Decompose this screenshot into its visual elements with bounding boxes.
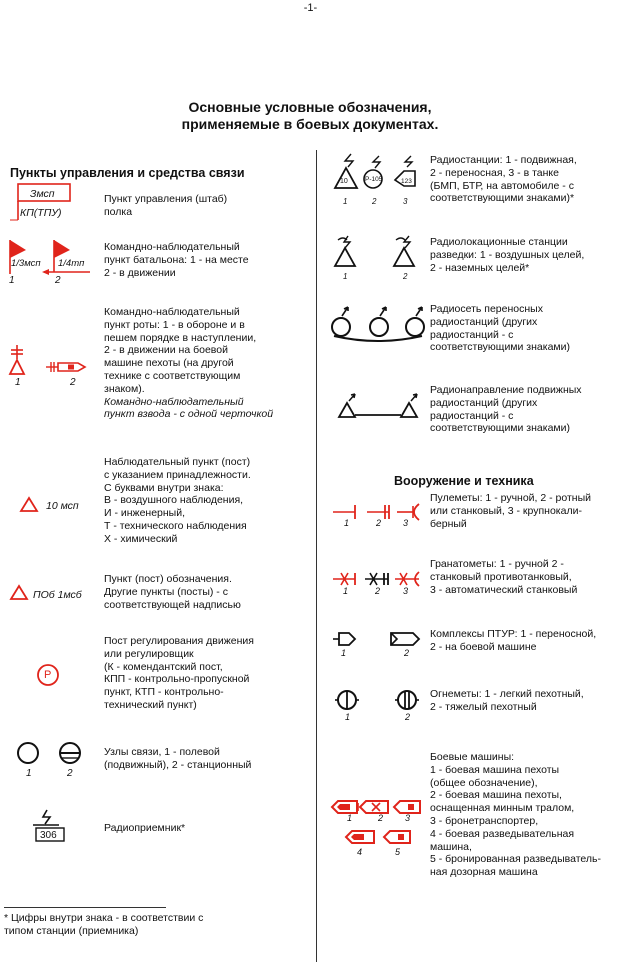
comm-node-num-1: 1 — [26, 768, 32, 779]
battalion-num-2: 2 — [55, 275, 61, 286]
hq-symbol-bottom-label: КП(ТПУ) — [20, 207, 62, 219]
company-knp-description: Командно-наблюдательный пункт роты: 1 - в обороне и в пешем порядке в наступлении, 2 - в движении на боевой машине пехоты (на другой технике с соответствующим знаком). Командно-наблюдательный пункт взвода - с одной черточкой — [104, 306, 274, 421]
marking-post-label: ПОб 1мсб — [33, 589, 82, 601]
vehicle-num-4: 4 — [357, 847, 363, 857]
gl-num-1: 1 — [343, 586, 349, 596]
vehicle-num-1: 1 — [347, 813, 353, 823]
footnote: * Цифры внутри знака - в соответствии с типом станции (приемника) — [4, 912, 204, 937]
flame-num-1: 1 — [345, 712, 351, 722]
vehicle-num-2: 2 — [378, 813, 384, 823]
comm-node-num-2: 2 — [67, 768, 73, 779]
mg-num-3: 3 — [403, 518, 409, 528]
marking-post-description: Пункт (пост) обозначения. Другие пункты (посты) - с соответствующей надписью — [104, 573, 241, 611]
battalion-flag2-label: 1/4тп — [58, 258, 85, 269]
radio-direction-icon — [333, 393, 428, 423]
company-knp-icon — [6, 345, 96, 377]
observation-post-description: Наблюдательный пункт (пост) с указанием принадлежности. С буквами внутри знака: В - воздушного наблюдения, И - инженерный, Т - технического наблюдения Х - химический — [104, 456, 251, 545]
gl-num-3: 3 — [403, 586, 409, 596]
radio-num-3: 3 — [403, 197, 408, 206]
battalion-flag1-label: 1/3мсп — [11, 258, 41, 269]
traffic-control-description: Пост регулирования движения или регулировщик (К - комендантский пост, КПП - контрольно-пропускной пункт, КТП - контрольно- технический пункт) — [104, 635, 254, 711]
combat-vehicles-icons — [330, 799, 425, 847]
radar-stations-icons — [333, 236, 423, 270]
column-divider — [316, 150, 317, 962]
radar-num-2: 2 — [403, 272, 408, 281]
radar-num-1: 1 — [343, 272, 348, 281]
radio-num-1: 1 — [343, 197, 348, 206]
marking-post-icon — [10, 585, 28, 601]
flamethrowers-icons — [335, 688, 425, 712]
radio-stations-icons — [333, 154, 423, 194]
radio-net-icon — [328, 302, 428, 344]
combat-vehicles-description: Боевые машины: 1 - боевая машина пехоты (общее обозначение), 2 - боевая машина пехоты, оснащенная минным тралом, 3 - бронетранспортер, 4 - боевая разведывательная машина, 5 - бронированная разведыватель- ная дозорная машина — [430, 751, 602, 879]
hq-description: Пункт управления (штаб) полка — [104, 193, 228, 218]
battalion-knp-description: Командно-наблюдательный пункт батальона: 1 - на месте 2 - в движении — [104, 241, 249, 279]
radio-sym1-label: 10 — [340, 178, 348, 185]
comm-node-icons — [16, 741, 86, 767]
company-num-2: 2 — [70, 377, 76, 388]
radio-sym2-label: Р-105 — [365, 176, 383, 183]
machine-guns-description: Пулеметы: 1 - ручной, 2 - ротный или станковый, 3 - крупнокали- берный — [430, 492, 592, 530]
atgm-description: Комплексы ПТУР: 1 - переносной, 2 - на боевой машине — [430, 628, 597, 653]
grenade-launchers-description: Гранатометы: 1 - ручной 2 - станковый противотанковый, 3 - автоматический станковый — [430, 558, 578, 596]
gl-num-2: 2 — [375, 586, 381, 596]
traffic-control-letter: Р — [44, 669, 52, 681]
battalion-num-1: 1 — [9, 275, 15, 286]
mg-num-1: 1 — [344, 518, 350, 528]
observation-post-label: 10 мсп — [46, 500, 79, 512]
section-title-weapons: Вооружение и техника — [394, 474, 534, 488]
observation-post-icon — [20, 497, 38, 513]
flame-num-2: 2 — [405, 712, 411, 722]
section-title-control: Пункты управления и средства связи — [10, 166, 245, 180]
radar-stations-description: Радиолокационные станции разведки: 1 - воздушных целей, 2 - наземных целей* — [430, 236, 585, 274]
vehicle-num-5: 5 — [395, 847, 401, 857]
radio-receiver-label: 306 — [40, 830, 57, 841]
radio-sym3-label: 123 — [401, 178, 412, 185]
radio-stations-description: Радиостанции: 1 - подвижная, 2 - переносная, 3 - в танке (БМП, БТР, на автомобиле - с соответствующими знаками)* — [430, 154, 577, 205]
comm-node-description: Узлы связи, 1 - полевой (подвижный), 2 - станционный — [104, 746, 252, 771]
title-line-2: применяемые в боевых документах. — [181, 116, 439, 132]
mg-num-2: 2 — [376, 518, 382, 528]
radio-direction-description: Радионаправление подвижных радиостанций (других радиостанций - с соответствующими знаками) — [430, 384, 582, 435]
radio-net-description: Радиосеть переносных радиостанций (других радиостанций - с соответствующими знаками) — [430, 303, 571, 354]
vehicle-num-3: 3 — [405, 813, 411, 823]
title-line-1: Основные условные обозначения, — [188, 99, 432, 115]
atgm-icons — [333, 630, 423, 648]
hq-symbol-top-label: Змсп — [30, 188, 55, 200]
company-num-1: 1 — [15, 377, 21, 388]
footnote-rule — [4, 907, 166, 908]
atgm-num-1: 1 — [341, 648, 347, 658]
flamethrowers-description: Огнеметы: 1 - легкий пехотный, 2 - тяжелый пехотный — [430, 688, 584, 713]
radio-num-2: 2 — [372, 197, 377, 206]
radio-receiver-description: Радиоприемник* — [104, 822, 186, 834]
page-number: -1- — [303, 2, 318, 14]
page-title — [120, 99, 500, 133]
atgm-num-2: 2 — [404, 648, 410, 658]
